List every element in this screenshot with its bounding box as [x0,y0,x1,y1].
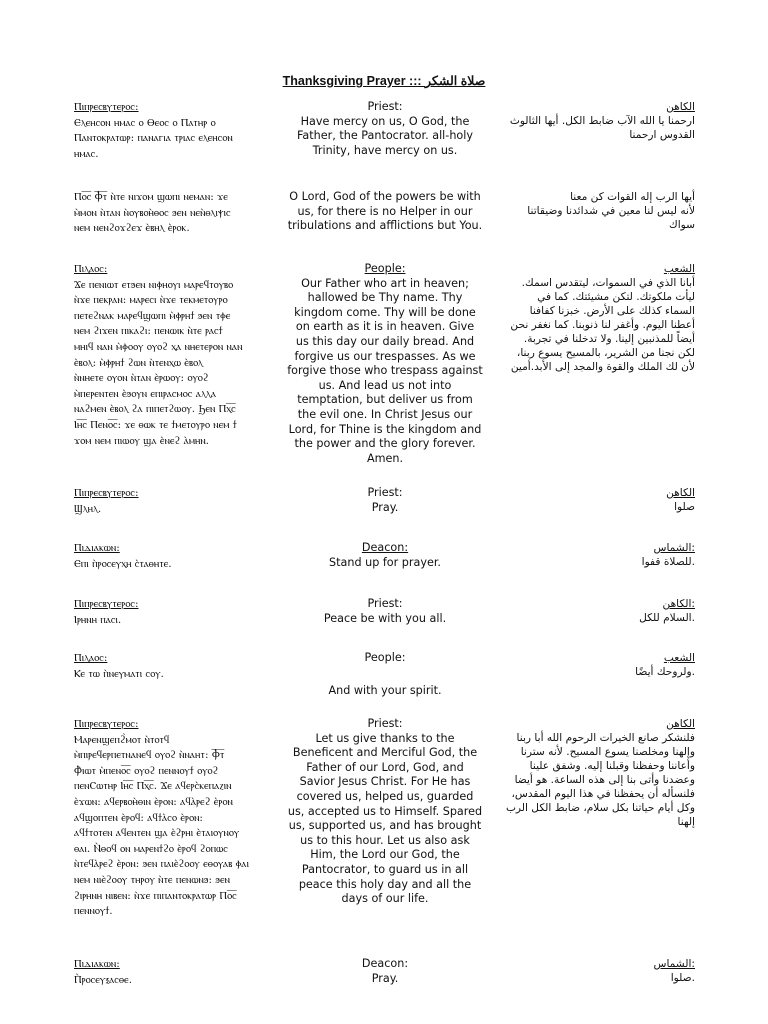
english-text-line: tribulations and afflictions but You. [287,219,483,233]
english-text-line: Savior Jesus Christ. For He has [299,775,471,789]
english-text-line: us this day our daily bread. And [295,334,475,348]
coptic-text-line: ⲙ̀ⲡⲓⲣⲉϥⲉⲣⲡⲉⲧⲛⲁⲛⲉϥ ⲟⲩⲟϩ ⲛ̀ⲛⲁⲏⲧ: Ⲫ︦ⲧ︦ [74,749,225,762]
english-text-line: us, for there is no Helper in our [297,204,473,218]
english-column [280,651,490,698]
english-speaker: Deacon: [361,541,409,554]
english-text-line: covered us, helped us, guarded [296,789,474,803]
coptic-text-line: ⲁϥϣⲟⲡⲧⲉⲛ ⲉ̀ⲣⲟϥ: ⲁϥϯⲁ̀ⲥⲟ ⲉ̀ⲣⲟⲛ: [74,811,203,824]
english-text-line: Trinity, have mercy on us. [312,143,458,157]
english-column [280,717,490,907]
arabic-text-line: لكن نجنا من الشرير، بالمسيح يسوع ربنا، [516,347,695,359]
arabic-text-line: .صلوا [670,972,695,984]
page-title: Thanksgiving Prayer ::: صلاة الشكر [282,74,486,88]
coptic-text-line: ⲁϥϯⲧⲟⲧⲉⲛ ⲁϥⲉⲛⲧⲉⲛ ϣⲁ ⲉ̀ϩⲣⲏⲓ ⲉ̀ⲧⲁⲓⲟⲩⲛⲟⲩ [74,827,240,840]
coptic-column [74,190,284,237]
coptic-text-line: ⲙⲏⲓϥ ⲛⲁⲛ ⲙ̀ⲫⲟⲟⲩ ⲟⲩⲟϩ ⲭⲁ ⲛⲏⲉⲧⲉⲣⲟⲛ ⲛⲁⲛ [74,340,243,353]
english-text-line: forgive those who trespass against [287,364,483,378]
english-speaker: Priest: [367,717,403,730]
english-column [280,957,490,986]
arabic-column [495,190,695,232]
coptic-text-line: ⲛⲉⲙ ⲛⲓⲉ̀ϩⲟⲟⲩ ⲧⲏⲣⲟⲩ ⲛ̀ⲧⲉ ⲡⲉⲛⲱⲛϧ: ϧⲉⲛ [74,873,230,886]
arabic-text-line: ارحمنا يا الله الآب ضابط الكل. أيها الثالوث [509,115,695,127]
coptic-text-line: ⲡⲉⲛⲤⲱⲧⲏⲣ Ⲓⲏ̅ⲥ̅ Ⲡⲭ̅ⲥ̅. Ϫⲉ ⲁϥⲉⲣⲥ̀ⲕⲉⲡⲁⲍⲓⲛ [74,780,232,793]
coptic-column [74,957,284,988]
english-column [280,100,490,158]
english-text-line: peace this holy day and all the [298,877,472,891]
arabic-text-line: وعضدنا وأتى بنا إلى هذه الساعة. هو أيضا [514,774,695,786]
coptic-text-line: ⲡⲉⲛⲛⲟⲩϯ. [74,905,113,918]
arabic-text-line: لأنه ليس لنا معين في شدائدنا وضيقاتنا [527,205,695,217]
coptic-speaker: Ⲡⲓⲗⲁⲟⲥ: [74,652,108,664]
arabic-column [495,100,695,142]
arabic-speaker: الشعب [663,263,695,275]
coptic-text-line: Ⲡ̀ⲣⲟⲥⲉⲩⲝⲁⲥⲑⲉ. [74,973,133,986]
english-text-line: Pray. [371,500,399,514]
english-text-line: us. And lead us not into [318,378,452,392]
coptic-text-line: Ⲕⲉ ⲧⲱ ⲡ̀ⲛⲉⲩⲙⲁⲧⲓ ⲥⲟⲩ. [74,667,164,680]
arabic-text-line: .للصلاة قفوا [641,556,695,568]
arabic-text-line: .ولروحك أيضًا [635,666,695,678]
arabic-text-line: أيها الرب إله القوات كن معنا [570,191,695,203]
coptic-column [74,541,284,572]
english-text-line: Father, the Pantocrator. all-holy [297,129,473,143]
arabic-text-line: وإلهنا ومخلصنا يسوع المسيح. لأنه سترنا [520,746,695,758]
coptic-text-line: ⲏⲙⲁⲥ. [74,147,99,160]
coptic-text-line: ⲉ̀ϫⲱⲛ: ⲁϥⲉⲣⲃⲟⲏ̀ⲑⲓⲛ ⲉ̀ⲣⲟⲛ: ⲁϥⲁ̀ⲣⲉϩ ⲉ̀ⲣⲟⲛ [74,795,233,808]
coptic-text-line: ⲉ̀ⲃⲟⲗ: ⲙ̀ⲫⲣⲏϯ ϩⲱⲛ ⲛ̀ⲧⲉⲛⲭⲱ ⲉ̀ⲃⲟⲗ [74,356,203,369]
arabic-text-line: أعطنا اليوم. وأغفر لنا ذنوبنا. كما نغفر نحن [510,319,695,331]
arabic-text-line: فلنسأله أن يحفظنا في هذا اليوم المقدس، [511,788,695,800]
arabic-speaker: الكاهن [666,487,695,499]
coptic-text-line: ⲛ̀ⲧⲉϥⲁ̀ⲣⲉϩ ⲉ̀ⲣⲟⲛ: ϧⲉⲛ ⲡⲁⲓⲉ̀ϩⲟⲟⲩ ⲉⲑⲟⲩⲁⲃ ⲫⲁⲓ [74,858,250,871]
coptic-speaker: Ⲡⲓⲇⲓⲁⲕⲱⲛ: [74,542,120,554]
english-text-line: Peace be with you all. [323,611,447,625]
coptic-text-line: Ⲫ̀ⲓⲱⲧ ⲙ̀ⲡⲉⲛⲟ̅ⲥ̅ ⲟⲩⲟϩ ⲡⲉⲛⲛⲟⲩϯ ⲟⲩⲟϩ [74,764,219,777]
english-speaker: Priest: [367,100,403,113]
english-column [280,486,490,515]
coptic-text-line: ⲑⲁⲓ. Ⲛ̀ⲑⲟϥ ⲟⲛ ⲙⲁⲣⲉⲛϯϩⲟ ⲉ̀ⲣⲟϥ ϩⲟⲡⲱⲥ [74,842,228,855]
arabic-text-line: وكل أيام حياتنا بكل سلام، ضابط الكل الرب [505,802,695,814]
english-text-line: O Lord, God of the powers be with [289,190,481,203]
english-text-line: Beneficent and Merciful God, the [292,746,478,760]
arabic-text-line: السماء كذلك على الأرض. خبزنا كفافنا [529,305,695,317]
arabic-speaker: الشعب [663,652,695,664]
coptic-column [74,717,284,920]
english-text-line: Let us give thanks to the [315,731,455,745]
english-text-line: Have mercy on us, O God, the [300,114,470,128]
arabic-text-line: إلهنا [677,816,695,828]
coptic-text-line: Ⲙⲁⲣⲉⲛϣⲉⲡϩ̀ⲙⲟⲧ ⲛ̀ⲧⲟⲧϥ [74,733,170,746]
coptic-column [74,597,284,628]
coptic-text-line: ⲛⲉⲙ ⲛⲉⲛϩⲟϫϩⲉϫ ⲉ̀ⲃⲏⲗ ⲉ̀ⲣⲟⲕ. [74,222,190,235]
coptic-text-line: ⲡⲉⲧⲉϩⲛⲁⲕ ⲙⲁⲣⲉϥϣⲱⲡⲓ ⲙ̀ⲫⲣⲏϯ ϧⲉⲛ ⲧⲫⲉ [74,309,231,322]
english-text-line: Stand up for prayer. [329,555,441,569]
english-speaker: Priest: [367,597,403,610]
arabic-speaker: :الشماس [653,958,695,970]
coptic-speaker: Ⲡⲓⲡⲣⲉⲥⲃⲩⲧⲉⲣⲟⲥ: [74,101,139,113]
coptic-text-line: Ⲉⲗⲉⲏⲥⲟⲛ ⲏⲙⲁⲥ ⲟ Ⲑⲉⲟⲥ ⲟ Ⲡⲁⲧⲏⲣ ⲟ [74,116,216,129]
coptic-column [74,100,284,162]
english-speaker: Priest: [367,486,403,499]
arabic-text-line: القدوس ارحمنا [629,129,695,141]
english-text-line: the power and the glory forever. [294,437,476,451]
arabic-column [495,486,695,514]
coptic-text-line: Ⲉⲡⲓ ⲡ̀ⲣⲟⲥⲉⲩⲭⲏ ⲥ̀ⲧⲁⲑⲏⲧⲉ. [74,557,172,570]
coptic-text-line: Ϣⲗⲏⲗ. [74,502,102,515]
arabic-column [495,262,695,374]
arabic-column [495,541,695,569]
coptic-text-line: ⲛⲁϩⲙⲉⲛ ⲉ̀ⲃⲟⲗ ϩⲁ ⲡⲓⲡⲉⲧϩⲱⲟⲩ. Ϧⲉⲛ Ⲡⲭ̅ⲥ̅ [74,403,236,416]
coptic-text-line: ⲛⲉⲙ ϩⲓϫⲉⲛ ⲡⲓⲕⲁϩⲓ: ⲡⲉⲛⲱⲓⲕ ⲛ̀ⲧⲉ ⲣⲁⲥϯ [74,325,223,338]
arabic-column [495,651,695,679]
arabic-text-line: أيضاً للمذنبين إلينا. ولا تدخلنا في تجربة. [523,333,695,345]
coptic-speaker: Ⲡⲓⲗⲁⲟⲥ: [74,263,108,275]
coptic-text-line: ⲙ̀ⲙⲟⲛ ⲛ̀ⲧⲁⲛ ⲛ̀ⲟⲩⲃⲟⲏ̀ⲑⲟⲥ ϧⲉⲛ ⲛⲉⲛ̀ⲑⲗⲓⲯⲓⲥ [74,206,231,219]
arabic-speaker: :الشماس [653,542,695,554]
arabic-text-line: أبانا الذي في السموات، ليتقدس اسمك. [521,277,695,289]
coptic-speaker: Ⲡⲓⲇⲓⲁⲕⲱⲛ: [74,958,120,970]
english-text-line: on earth as it is in heaven. Give [295,320,475,334]
arabic-text-line: صلوا [674,501,695,513]
english-speaker: Deacon: [361,957,409,970]
arabic-column [495,957,695,985]
english-text-line [280,666,490,684]
coptic-text-line: ϩⲓⲣⲏⲛⲏ ⲛⲓⲃⲉⲛ: ⲛ̀ϫⲉ ⲡⲓⲡⲁⲛⲧⲟⲕⲣⲁⲧⲱⲣ Ⲡⲟ̅ⲥ̅ [74,889,237,902]
coptic-column [74,651,284,682]
coptic-column [74,262,284,449]
english-text-line: hallowed be Thy name. Thy [307,291,463,305]
english-column [280,190,490,234]
coptic-text-line: Ⲓⲏ̅ⲥ̅ Ⲡⲉⲛⲟ̅ⲥ̅: ϫⲉ ⲑⲱⲕ ⲧⲉ ϯⲙⲉⲧⲟⲩⲣⲟ ⲛⲉⲙ ϯ [74,418,237,431]
english-text-line: temptation, but deliver us from [297,393,473,407]
arabic-text-line: سواك [668,219,695,231]
arabic-speaker: الكاهن [666,718,695,730]
english-text-line: Him, the Lord our God, the [310,848,460,862]
english-column [280,262,490,466]
arabic-speaker: الكاهن [666,101,695,113]
coptic-text-line: ⲛ̀ⲛⲏⲉⲧⲉ ⲟⲩⲟⲛ ⲛ̀ⲧⲁⲛ ⲉ̀ⲣⲱⲟⲩ: ⲟⲩⲟϩ [74,372,209,385]
english-speaker: People: [364,262,406,275]
english-text-line: days of our life. [341,892,429,906]
english-text-line: And with your spirit. [328,683,442,697]
english-speaker: People: [364,651,406,664]
english-column [280,541,490,570]
english-text-line: Our Father who art in heaven; [301,276,469,290]
coptic-text-line: Ⲓⲣⲏⲛⲏ ⲡⲁⲥⲓ. [74,613,122,626]
arabic-speaker: :الكاهن [662,598,695,610]
english-text-line: Lord, for Thine is the kingdom and [288,422,482,436]
arabic-text-line: ليأت ملكوتك. لتكن مشيئتك. كما في [537,291,695,303]
coptic-text-line: Ϫⲉ ⲡⲉⲛⲓⲱⲧ ⲉⲧϧⲉⲛ ⲛⲓⲫⲏⲟⲩⲓ ⲙⲁⲣⲉϥⲧⲟⲩⲃⲟ [74,278,234,291]
coptic-speaker: Ⲡⲓⲡⲣⲉⲥⲃⲩⲧⲉⲣⲟⲥ: [74,598,139,610]
english-text-line: us, accepted us to Himself. Spared [287,804,483,818]
coptic-text-line: Ⲡⲟ̅ⲥ̅ Ⲫ︦ⲧ︦ ⲛ̀ⲧⲉ ⲛⲓϫⲟⲙ ϣⲱⲡⲓ ⲛⲉⲙⲁⲛ: ϫⲉ [74,191,228,203]
english-text-line: Pantocrator, to guard us in all [301,862,469,876]
english-text-line: forgive us our trespasses. As we [294,349,476,363]
coptic-text-line: ϫⲟⲙ ⲛⲉⲙ ⲡⲓⲱⲟⲩ ϣⲁ ⲉ̀ⲛⲉϩ ⲁ̀ⲙⲏⲛ. [74,434,210,447]
coptic-speaker: Ⲡⲓⲡⲣⲉⲥⲃⲩⲧⲉⲣⲟⲥ: [74,487,139,499]
coptic-column [74,486,284,517]
coptic-text-line: ⲛ̀ϫⲉ ⲡⲉⲕⲣⲁⲛ: ⲙⲁⲣⲉⲥⲓ ⲛ̀ϫⲉ ⲧⲉⲕⲙⲉⲧⲟⲩⲣⲟ [74,294,228,307]
arabic-column [495,717,695,829]
english-text-line: us to this hour. Let us also ask [300,833,470,847]
arabic-column [495,597,695,625]
english-text-line: us, supported us, and has brought [288,819,482,833]
english-text-line: the evil one. In Christ Jesus our [297,407,473,421]
coptic-speaker: Ⲡⲓⲡⲣⲉⲥⲃⲩⲧⲉⲣⲟⲥ: [74,718,139,730]
arabic-text-line: لأن لك الملك والقوة والمجد إلى الأبد.أمين [510,361,695,373]
english-text-line: Father of our Lord, God, and [306,760,464,774]
english-column [280,597,490,626]
arabic-text-line: فلنشكر صانع الخيرات الرحوم الله أبا ربنا [516,732,695,744]
english-text-line: kingdom come. Thy will be done [294,305,476,319]
arabic-text-line: .السلام للكل [639,612,695,624]
arabic-text-line: وأعاننا وحفظنا وقبلنا إليه. وشفق علينا [529,760,695,772]
english-text-line: Amen. [366,451,404,465]
coptic-text-line: Ⲡⲁⲛⲧⲟⲕⲣⲁⲧⲱⲣ: ⲡⲁⲛⲁⲅⲓⲁ ⲧⲣⲓⲁⲥ ⲉⲗⲉⲏⲥⲟⲛ [74,132,233,145]
coptic-text-line: ⲙ̀ⲡⲉⲣⲉⲛⲧⲉⲛ ⲉ̀ϧⲟⲩⲛ ⲉⲡⲓⲣⲁⲥⲙⲟⲥ ⲁⲗⲗⲁ [74,387,217,400]
english-text-line: Pray. [371,971,399,985]
